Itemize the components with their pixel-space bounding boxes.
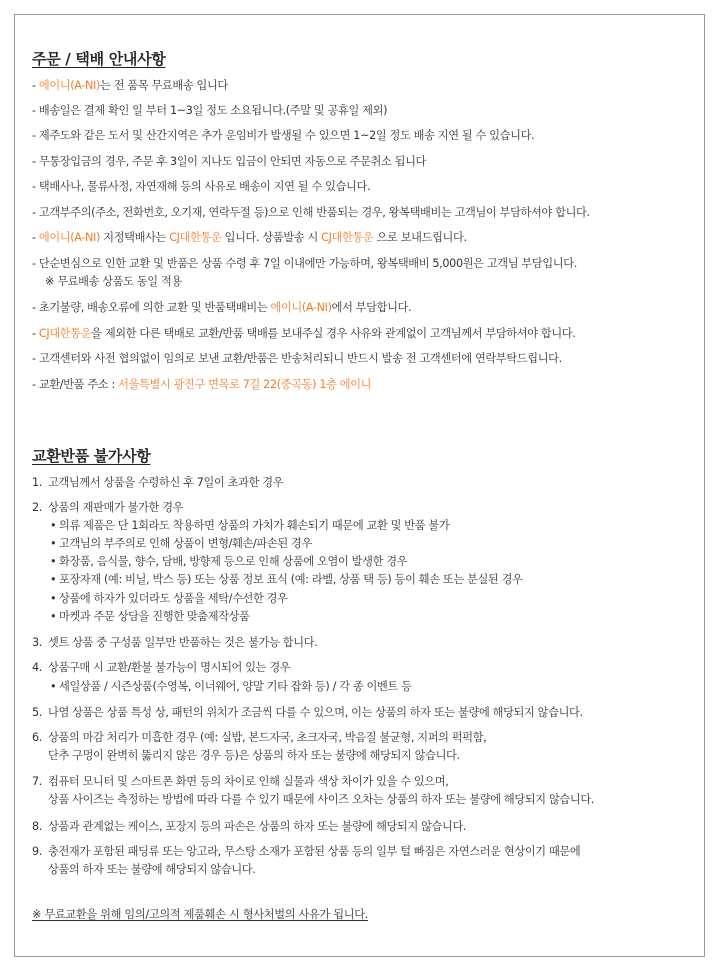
shipping-line-8: - 단순변심으로 인한 교환 및 반품은 상품 수령 후 7일 이내에만 가능하며, 왕복택배비 5,000원은 고객님 부담입니다. [32,257,577,270]
no-return-item-2: 2. 상품의 재판매가 불가한 경우 [32,501,184,514]
shipping-line-10: - CJ대한통운을 제외한 다른 택배로 교환/반품 택배를 보내주실 경우 사유와 관계없이 고객님께서 부담하셔야 합니다. [32,327,576,340]
section-title-no-return: 교환반품 불가사항 [32,447,151,465]
no-return-sub-item: • 상품에 하자가 있더라도 상품을 세탁/수선한 경우 [50,592,288,605]
shipping-line-2: - 배송일은 결제 확인 일 부터 1~3일 정도 소요됩니다.(주말 및 공휴일 제외) [32,104,388,117]
no-return-item-8: 8. 상품과 관계없는 케이스, 포장지 등의 파손은 상품의 하자 또는 불량에 해당되지 않습니다. [32,820,467,833]
no-return-item-9: 9. 충전재가 포함된 패딩류 또는 앙고라, 무스탕 소재가 포함된 상품 등의 일부 털 빠짐은 자연스러운 현상이기 때문에 [32,845,581,858]
no-return-item-9-cont: 상품의 하자 또는 불량에 해당되지 않습니다. [48,863,256,876]
no-return-item-4: 4. 상품구매 시 교환/환불 불가능이 명시되어 있는 경우 [32,661,291,674]
no-return-item-5: 5. 나염 상품은 상품 특성 상, 패턴의 위치가 조금씩 다를 수 있으며, 이는 상품의 하자 또는 불량에 해당되지 않습니다. [32,706,583,719]
section-title-shipping: 주문 / 택배 안내사항 [32,50,166,68]
no-return-sub-item: • 세일상품 / 시즌상품(수영복, 이너웨어, 양말 기타 잡화 등) / 각 종 이벤트 등 [50,680,412,693]
no-return-item-3: 3. 셋트 상품 중 구성품 일부만 반품하는 것은 불가능 합니다. [32,636,318,649]
shipping-line-4: - 무통장입금의 경우, 주문 후 3일이 지나도 입금이 안되면 자동으로 주문취소 됩니다 [32,155,427,168]
no-return-sub-item: • 포장자재 (예: 비닐, 박스 등) 또는 상품 정보 표식 (예: 라벨, 상품 택 등) 등이 훼손 또는 분실된 경우 [50,573,523,586]
no-return-item-6-cont: 단추 구멍이 완벽히 뚫리지 않은 경우 등)은 상품의 하자 또는 불량에 해당되지 않습니다. [48,749,460,762]
shipping-line-7: - 에이니(A-NI) 지정택배사는 CJ대한통운 입니다. 상품발송 시 CJ대한통운 으로 보내드립니다. [32,231,467,244]
no-return-item-6: 6. 상품의 마감 처리가 미흡한 경우 (예: 실밥, 본드자국, 초크자국, 박음질 불균형, 지퍼의 퍽퍽함, [32,731,487,744]
no-return-sub-item: • 마켓과 주문 상담을 진행한 맞춤제작상품 [50,610,250,623]
shipping-line-1: - 에이니(A-NI)는 전 품목 무료배송 입니다 [32,79,228,92]
legal-warning-note: ※ 무료교환을 위해 임의/고의적 제품훼손 시 형사처벌의 사유가 됩니다. [32,908,369,921]
shipping-line-11: - 고객센터와 사전 협의없이 임의로 보낸 교환/반품은 반송처리되니 반드시 발송 전 고객센터에 연락부탁드립니다. [32,352,562,365]
shipping-note-free: ※ 무료배송 상품도 동일 적용 [45,275,182,288]
no-return-sub-item: • 화장품, 음식물, 향수, 담배, 방향제 등으로 인해 상품에 오염이 발생한 경우 [50,555,408,568]
shipping-line-3: - 제주도와 같은 도서 및 산간지역은 추가 운임비가 발생될 수 있으면 1~2일 정도 배송 지연 될 수 있습니다. [32,129,535,142]
shipping-line-5: - 택배사나, 물류사정, 자연재해 등의 사유로 배송이 지연 될 수 있습니다. [32,180,371,193]
no-return-item-1: 1. 고객님께서 상품을 수령하신 후 7일이 초과한 경우 [32,476,284,489]
no-return-item-7: 7. 컴퓨터 모니터 및 스마트폰 화면 등의 차이로 인해 실물과 색상 차이가 있을 수 있으며, [32,775,449,788]
shipping-line-9: - 초기불량, 배송오류에 의한 교환 및 반품택배비는 에이니(A-NI)에서 부담합니다. [32,301,412,314]
no-return-sub-item: • 고객님의 부주의로 인해 상품이 변형/훼손/파손된 경우 [50,537,312,550]
return-address: - 교환/반품 주소 : 서울특별시 광진구 면목로 7길 22(중곡동) 1층 에이니 [32,378,372,391]
shipping-line-6: - 고객부주의(주소, 전화번호, 오기재, 연락두절 등)으로 인해 반품되는 경우, 왕복택배비는 고객님이 부담하셔야 합니다. [32,206,590,219]
no-return-item-7-cont: 상품 사이즈는 측정하는 방법에 따라 다를 수 있기 때문에 사이즈 오차는 상품의 하자 또는 불량에 해당되지 않습니다. [48,793,594,806]
no-return-sub-item: • 의류 제품은 단 1회라도 착용하면 상품의 가치가 훼손되기 때문에 교환 및 반품 불가 [50,519,450,532]
